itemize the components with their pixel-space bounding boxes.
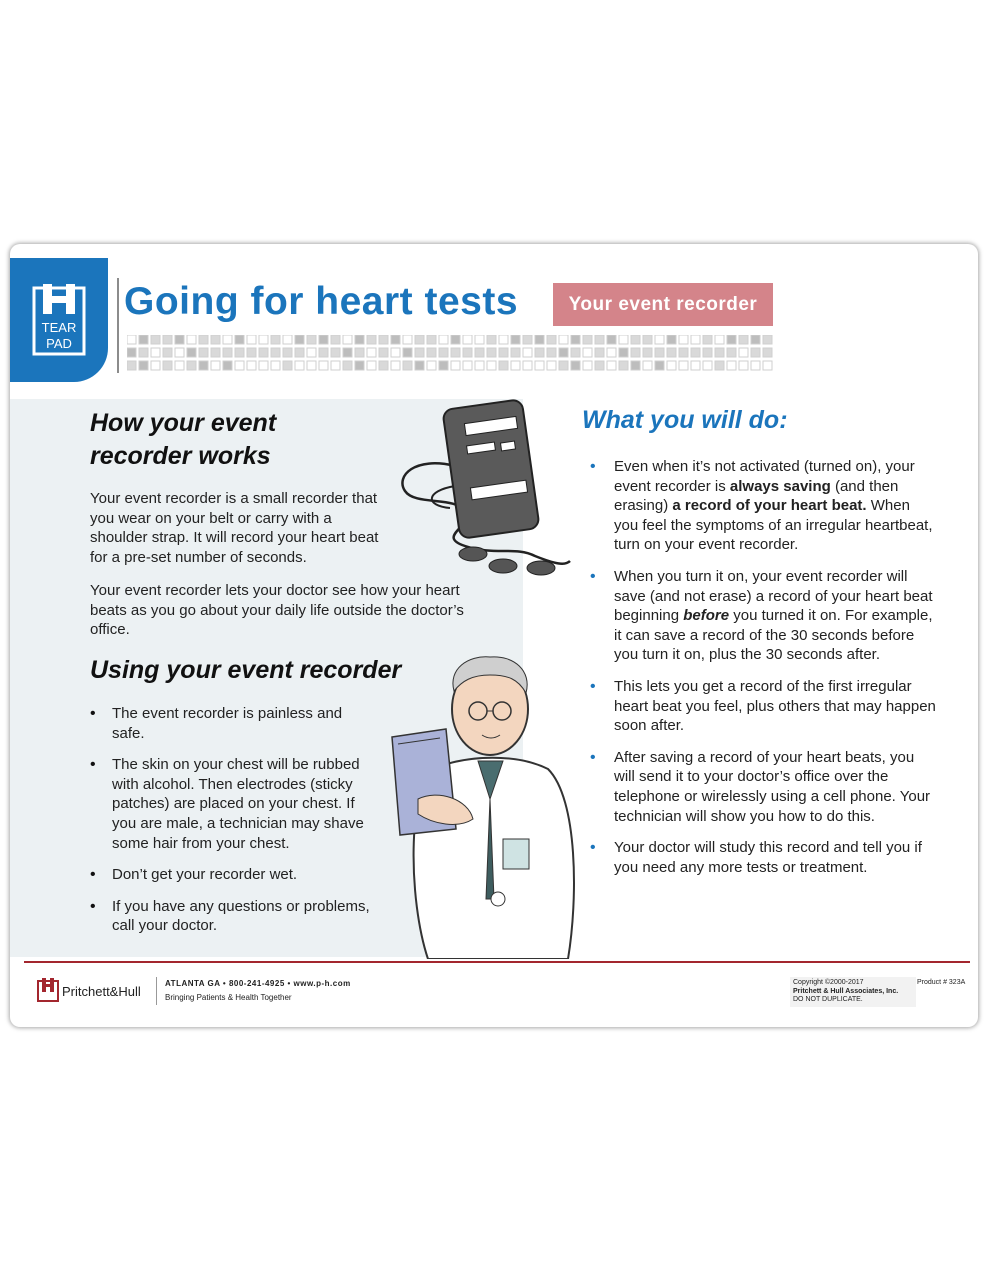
pattern-square xyxy=(223,335,232,344)
pattern-square xyxy=(595,335,604,344)
pattern-square xyxy=(583,335,592,344)
pattern-square xyxy=(199,335,208,344)
pattern-square xyxy=(583,361,592,370)
pattern-square xyxy=(439,348,448,357)
pattern-square xyxy=(211,335,220,344)
pattern-square xyxy=(499,348,508,357)
pattern-square xyxy=(739,361,748,370)
footer-divider xyxy=(156,977,157,1005)
pattern-square xyxy=(523,348,532,357)
pattern-square xyxy=(583,348,592,357)
pattern-square xyxy=(727,348,736,357)
pattern-square xyxy=(391,335,400,344)
pattern-square xyxy=(667,335,676,344)
list-item: • After saving a record of your heart beats, you will send it to your doctor’s office over the telephone or wirelessly using a cell phone. Your technician will show you how to do this. xyxy=(590,748,938,826)
pattern-square xyxy=(235,335,244,344)
decorative-square-pattern xyxy=(127,335,777,373)
pattern-square xyxy=(283,361,292,370)
pattern-square xyxy=(151,348,160,357)
pattern-square xyxy=(367,361,376,370)
pattern-square xyxy=(187,335,196,344)
pattern-square xyxy=(199,361,208,370)
section-heading-what-you-will-do: What you will do: xyxy=(582,406,788,434)
pattern-square xyxy=(355,335,364,344)
pattern-square xyxy=(427,335,436,344)
list-item: • If you have any questions or problems, call your doctor. xyxy=(90,897,375,936)
footer-tagline: Bringing Patients & Health Together xyxy=(165,993,292,1002)
pattern-square xyxy=(295,335,304,344)
pattern-square xyxy=(259,361,268,370)
pattern-square xyxy=(343,335,352,344)
pattern-square xyxy=(487,348,496,357)
footer-copyright: Copyright ©2000-2017 Pritchett & Hull Associates, Inc. DO NOT DUPLICATE. xyxy=(790,977,916,1007)
pattern-square xyxy=(607,335,616,344)
pattern-square xyxy=(643,335,652,344)
pattern-square xyxy=(307,361,316,370)
pattern-square xyxy=(667,348,676,357)
pattern-square xyxy=(619,361,628,370)
pattern-square xyxy=(715,348,724,357)
pattern-square xyxy=(499,361,508,370)
tear-pad-logo-icon xyxy=(32,284,86,358)
pattern-square xyxy=(331,348,340,357)
pattern-square xyxy=(631,348,640,357)
pattern-square xyxy=(463,348,472,357)
pattern-square xyxy=(523,335,532,344)
pattern-square xyxy=(763,361,772,370)
pattern-square xyxy=(511,335,520,344)
pattern-square xyxy=(703,335,712,344)
pattern-square xyxy=(187,361,196,370)
pattern-square xyxy=(703,361,712,370)
pattern-square xyxy=(343,348,352,357)
pattern-square xyxy=(259,335,268,344)
pattern-square xyxy=(571,335,580,344)
pattern-square xyxy=(391,348,400,357)
pattern-square xyxy=(751,335,760,344)
pattern-square xyxy=(511,361,520,370)
pattern-square xyxy=(751,348,760,357)
pattern-square xyxy=(235,361,244,370)
pattern-square xyxy=(427,348,436,357)
pattern-square xyxy=(415,348,424,357)
list-item: • When you turn it on, your event recorder will save (and not erase) a record of your heart beat beginning before you turned it on. For example, it can save a record of the 30 seconds before you turn it on, plus the 30 seconds after. xyxy=(590,567,938,665)
pattern-square xyxy=(439,335,448,344)
pattern-square xyxy=(571,361,580,370)
pattern-square xyxy=(379,348,388,357)
list-item: • The event recorder is painless and safe. xyxy=(90,704,375,743)
pattern-square xyxy=(247,348,256,357)
pattern-square xyxy=(487,335,496,344)
pritchett-hull-logo-icon xyxy=(36,978,60,1004)
pattern-square xyxy=(367,335,376,344)
pattern-square xyxy=(511,348,520,357)
list-item: • This lets you get a record of the first irregular heart beat you feel, plus others that may happen soon after. xyxy=(590,677,938,736)
pattern-square xyxy=(727,361,736,370)
pattern-square xyxy=(283,348,292,357)
pattern-square xyxy=(271,361,280,370)
section-heading-using-recorder: Using your event recorder xyxy=(90,656,402,684)
pattern-square xyxy=(175,335,184,344)
pattern-square xyxy=(355,348,364,357)
pattern-square xyxy=(535,361,544,370)
pattern-square xyxy=(451,348,460,357)
what-you-will-do-list xyxy=(590,457,938,889)
paragraph-recorder-purpose: Your event recorder lets your doctor see how your heart beats as you go about your daily life outside the doctor’s office. xyxy=(90,582,464,639)
pattern-square xyxy=(547,335,556,344)
pattern-square xyxy=(463,335,472,344)
pattern-square xyxy=(151,335,160,344)
pattern-square xyxy=(175,348,184,357)
footer-contact: ATLANTA GA • 800-241-4925 • www.p-h.com xyxy=(165,979,351,988)
pattern-square xyxy=(763,348,772,357)
pattern-square xyxy=(715,335,724,344)
list-item: • Even when it’s not activated (turned on), your event recorder is always saving (and then erasing) a record of your heart beat. When you feel the symptoms of an irregular heartbeat, turn on your event recorder. xyxy=(590,457,938,555)
pattern-square xyxy=(691,335,700,344)
pattern-square xyxy=(247,361,256,370)
pattern-square xyxy=(475,348,484,357)
pattern-square xyxy=(679,335,688,344)
pattern-square xyxy=(763,335,772,344)
pattern-square xyxy=(715,361,724,370)
pattern-square xyxy=(691,348,700,357)
pattern-square xyxy=(271,335,280,344)
pattern-square xyxy=(199,348,208,357)
pattern-square xyxy=(403,361,412,370)
pattern-square xyxy=(139,361,148,370)
list-item: • The skin on your chest will be rubbed with alcohol. Then electrodes (sticky patches) are placed on your chest. If you are male, a technician may shave some hair from your chest. xyxy=(90,755,375,853)
pattern-square xyxy=(391,361,400,370)
pattern-square xyxy=(319,348,328,357)
pattern-square xyxy=(163,361,172,370)
pattern-square xyxy=(283,335,292,344)
list-item: • Don’t get your recorder wet. xyxy=(90,865,375,885)
event-recorder-illustration xyxy=(395,396,595,576)
pattern-square xyxy=(127,361,136,370)
pattern-square xyxy=(295,348,304,357)
pattern-square xyxy=(655,361,664,370)
pattern-square xyxy=(463,361,472,370)
pattern-square xyxy=(619,348,628,357)
pattern-square xyxy=(451,335,460,344)
pattern-square xyxy=(607,361,616,370)
footer-rule xyxy=(24,961,970,963)
pattern-square xyxy=(487,361,496,370)
paragraph-recorder-description: Your event recorder is a small recorder that you wear on your belt or carry with a shoulder strap. It will record your heart beat for a pre-set number of seconds. xyxy=(90,490,379,566)
pattern-square xyxy=(319,335,328,344)
pattern-square xyxy=(475,361,484,370)
pattern-square xyxy=(247,335,256,344)
using-recorder-list xyxy=(90,704,375,948)
pattern-square xyxy=(331,361,340,370)
pattern-square xyxy=(499,335,508,344)
pattern-square xyxy=(367,348,376,357)
pattern-square xyxy=(331,335,340,344)
pattern-square xyxy=(379,361,388,370)
pattern-square xyxy=(535,335,544,344)
pattern-square xyxy=(151,361,160,370)
pattern-square xyxy=(559,348,568,357)
pattern-square xyxy=(343,361,352,370)
pattern-square xyxy=(319,361,328,370)
pattern-square xyxy=(655,348,664,357)
header-divider xyxy=(117,278,119,373)
pattern-square xyxy=(223,348,232,357)
pattern-square xyxy=(139,335,148,344)
pattern-square xyxy=(379,335,388,344)
pattern-square xyxy=(127,335,136,344)
pattern-square xyxy=(679,348,688,357)
subtitle-tag: Your event recorder xyxy=(553,283,773,326)
pattern-square xyxy=(295,361,304,370)
pattern-square xyxy=(175,361,184,370)
tear-pad-badge xyxy=(10,258,108,382)
pattern-square xyxy=(355,361,364,370)
pattern-square xyxy=(403,348,412,357)
pattern-square xyxy=(475,335,484,344)
pattern-square xyxy=(427,361,436,370)
pattern-square xyxy=(679,361,688,370)
pattern-square xyxy=(739,335,748,344)
pattern-square xyxy=(163,335,172,344)
pattern-square xyxy=(307,348,316,357)
pattern-square xyxy=(631,335,640,344)
pattern-square xyxy=(571,348,580,357)
pattern-square xyxy=(547,361,556,370)
pattern-square xyxy=(535,348,544,357)
pattern-square xyxy=(163,348,172,357)
pattern-square xyxy=(727,335,736,344)
pattern-square xyxy=(439,361,448,370)
page-title: Going for heart tests xyxy=(124,280,519,323)
pattern-square xyxy=(187,348,196,357)
footer-brand-name: Pritchett&Hull xyxy=(62,984,141,999)
pattern-square xyxy=(691,361,700,370)
pattern-square xyxy=(403,335,412,344)
pattern-square xyxy=(271,348,280,357)
pattern-square xyxy=(259,348,268,357)
pattern-square xyxy=(655,335,664,344)
pattern-square xyxy=(643,361,652,370)
doctor-illustration xyxy=(378,649,578,959)
pattern-square xyxy=(307,335,316,344)
pattern-square xyxy=(631,361,640,370)
pattern-square xyxy=(451,361,460,370)
list-item: • Your doctor will study this record and tell you if you need any more tests or treatment. xyxy=(590,838,938,877)
pattern-square xyxy=(523,361,532,370)
pattern-square xyxy=(595,361,604,370)
pattern-square xyxy=(643,348,652,357)
section-heading-how-it-works: How your event recorder works xyxy=(90,409,277,470)
pattern-square xyxy=(211,361,220,370)
pattern-square xyxy=(547,348,556,357)
pattern-square xyxy=(211,348,220,357)
tear-pad-sheet xyxy=(10,244,978,1027)
pattern-square xyxy=(607,348,616,357)
pattern-square xyxy=(415,361,424,370)
pattern-square xyxy=(139,348,148,357)
pattern-square xyxy=(619,335,628,344)
pattern-square xyxy=(595,348,604,357)
pattern-square xyxy=(739,348,748,357)
pattern-square xyxy=(415,335,424,344)
svg-text:PAD: PAD xyxy=(46,336,72,351)
pattern-square xyxy=(127,348,136,357)
pattern-square xyxy=(559,335,568,344)
pattern-square xyxy=(559,361,568,370)
pattern-square xyxy=(751,361,760,370)
pattern-square xyxy=(223,361,232,370)
pattern-square xyxy=(235,348,244,357)
footer-product-number: Product # 323A xyxy=(917,979,966,986)
svg-text:TEAR: TEAR xyxy=(41,320,77,335)
pattern-square xyxy=(667,361,676,370)
pattern-square xyxy=(703,348,712,357)
